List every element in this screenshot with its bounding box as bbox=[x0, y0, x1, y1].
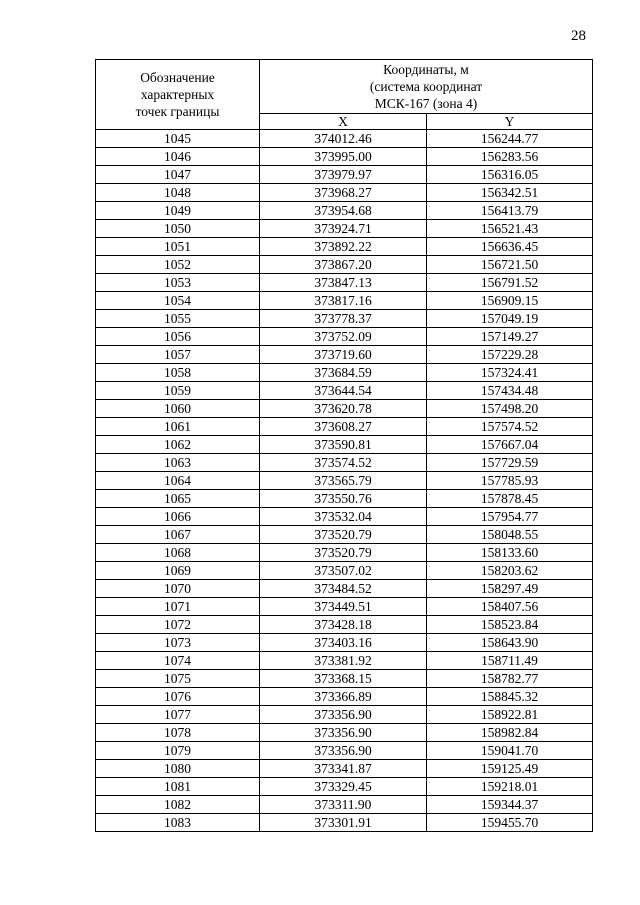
y-coordinate-cell: 159125.49 bbox=[427, 760, 593, 778]
x-coordinate-cell: 373484.52 bbox=[260, 580, 427, 598]
point-cell: 1046 bbox=[96, 148, 260, 166]
point-cell: 1068 bbox=[96, 544, 260, 562]
x-coordinate-cell: 373368.15 bbox=[260, 670, 427, 688]
point-cell: 1076 bbox=[96, 688, 260, 706]
point-cell: 1048 bbox=[96, 184, 260, 202]
point-cell: 1081 bbox=[96, 778, 260, 796]
point-cell: 1062 bbox=[96, 436, 260, 454]
table-row bbox=[96, 706, 593, 724]
y-coordinate-cell: 158782.77 bbox=[427, 670, 593, 688]
table-row bbox=[96, 634, 593, 652]
x-coordinate-cell: 373356.90 bbox=[260, 742, 427, 760]
x-coordinate-cell: 373684.59 bbox=[260, 364, 427, 382]
x-coordinate-cell: 373968.27 bbox=[260, 184, 427, 202]
x-coordinate-cell: 373817.16 bbox=[260, 292, 427, 310]
x-coordinate-cell: 373341.87 bbox=[260, 760, 427, 778]
table-row bbox=[96, 274, 593, 292]
y-coordinate-cell: 156283.56 bbox=[427, 148, 593, 166]
y-column-header: Y bbox=[427, 114, 593, 130]
table-row bbox=[96, 166, 593, 184]
point-cell: 1083 bbox=[96, 814, 260, 832]
point-cell: 1050 bbox=[96, 220, 260, 238]
point-cell: 1078 bbox=[96, 724, 260, 742]
x-coordinate-cell: 373507.02 bbox=[260, 562, 427, 580]
y-coordinate-cell: 158133.60 bbox=[427, 544, 593, 562]
point-header-line: Обозначение bbox=[140, 70, 215, 85]
point-cell: 1063 bbox=[96, 454, 260, 472]
table-row bbox=[96, 472, 593, 490]
y-coordinate-cell: 156909.15 bbox=[427, 292, 593, 310]
table-row bbox=[96, 742, 593, 760]
y-coordinate-cell: 157149.27 bbox=[427, 328, 593, 346]
point-cell: 1051 bbox=[96, 238, 260, 256]
table-row bbox=[96, 184, 593, 202]
point-cell: 1052 bbox=[96, 256, 260, 274]
table-header bbox=[96, 60, 593, 130]
table-row bbox=[96, 220, 593, 238]
x-coordinate-cell: 373550.76 bbox=[260, 490, 427, 508]
table-row bbox=[96, 256, 593, 274]
point-cell: 1073 bbox=[96, 634, 260, 652]
y-coordinate-cell: 157954.77 bbox=[427, 508, 593, 526]
x-coordinate-cell: 373954.68 bbox=[260, 202, 427, 220]
table-row bbox=[96, 688, 593, 706]
table-row bbox=[96, 508, 593, 526]
point-cell: 1077 bbox=[96, 706, 260, 724]
table-row bbox=[96, 454, 593, 472]
point-cell: 1054 bbox=[96, 292, 260, 310]
y-coordinate-cell: 157049.19 bbox=[427, 310, 593, 328]
table-row bbox=[96, 580, 593, 598]
table-row bbox=[96, 616, 593, 634]
y-coordinate-cell: 158643.90 bbox=[427, 634, 593, 652]
point-cell: 1069 bbox=[96, 562, 260, 580]
x-coordinate-cell: 374012.46 bbox=[260, 130, 427, 148]
x-coordinate-cell: 373752.09 bbox=[260, 328, 427, 346]
point-cell: 1059 bbox=[96, 382, 260, 400]
x-column-header: X bbox=[260, 114, 427, 130]
point-cell: 1067 bbox=[96, 526, 260, 544]
table-row bbox=[96, 490, 593, 508]
point-cell: 1060 bbox=[96, 400, 260, 418]
y-coordinate-cell: 158845.32 bbox=[427, 688, 593, 706]
table-row bbox=[96, 418, 593, 436]
y-coordinate-cell: 157878.45 bbox=[427, 490, 593, 508]
y-coordinate-cell: 156244.77 bbox=[427, 130, 593, 148]
x-coordinate-cell: 373608.27 bbox=[260, 418, 427, 436]
table-row bbox=[96, 346, 593, 364]
y-coordinate-cell: 159455.70 bbox=[427, 814, 593, 832]
point-cell: 1074 bbox=[96, 652, 260, 670]
y-coordinate-cell: 156316.05 bbox=[427, 166, 593, 184]
x-coordinate-cell: 373565.79 bbox=[260, 472, 427, 490]
table-row bbox=[96, 310, 593, 328]
x-coordinate-cell: 373778.37 bbox=[260, 310, 427, 328]
y-coordinate-cell: 156791.52 bbox=[427, 274, 593, 292]
table-row bbox=[96, 130, 593, 148]
y-coordinate-cell: 156342.51 bbox=[427, 184, 593, 202]
y-coordinate-cell: 156721.50 bbox=[427, 256, 593, 274]
x-coordinate-cell: 373847.13 bbox=[260, 274, 427, 292]
point-column-header bbox=[96, 60, 260, 130]
y-coordinate-cell: 156521.43 bbox=[427, 220, 593, 238]
point-cell: 1075 bbox=[96, 670, 260, 688]
x-coordinate-cell: 373449.51 bbox=[260, 598, 427, 616]
y-coordinate-cell: 159218.01 bbox=[427, 778, 593, 796]
y-coordinate-cell: 157498.20 bbox=[427, 400, 593, 418]
x-coordinate-cell: 373520.79 bbox=[260, 526, 427, 544]
table-row bbox=[96, 364, 593, 382]
y-coordinate-cell: 158982.84 bbox=[427, 724, 593, 742]
point-cell: 1047 bbox=[96, 166, 260, 184]
x-coordinate-cell: 373892.22 bbox=[260, 238, 427, 256]
point-cell: 1071 bbox=[96, 598, 260, 616]
point-cell: 1049 bbox=[96, 202, 260, 220]
y-coordinate-cell: 157324.41 bbox=[427, 364, 593, 382]
table-row bbox=[96, 238, 593, 256]
point-cell: 1061 bbox=[96, 418, 260, 436]
coordinates-column-header bbox=[260, 60, 593, 114]
table-body bbox=[96, 130, 593, 832]
x-coordinate-cell: 373403.16 bbox=[260, 634, 427, 652]
table-row bbox=[96, 544, 593, 562]
table-row bbox=[96, 796, 593, 814]
y-coordinate-cell: 158523.84 bbox=[427, 616, 593, 634]
y-coordinate-cell: 158922.81 bbox=[427, 706, 593, 724]
table-row bbox=[96, 562, 593, 580]
x-coordinate-cell: 373620.78 bbox=[260, 400, 427, 418]
point-cell: 1053 bbox=[96, 274, 260, 292]
point-header-line: точек границы bbox=[135, 104, 220, 119]
coords-header-line: (система координат bbox=[369, 79, 483, 94]
y-coordinate-cell: 159344.37 bbox=[427, 796, 593, 814]
x-coordinate-cell: 373924.71 bbox=[260, 220, 427, 238]
y-coordinate-cell: 156413.79 bbox=[427, 202, 593, 220]
y-coordinate-cell: 157574.52 bbox=[427, 418, 593, 436]
point-cell: 1070 bbox=[96, 580, 260, 598]
coords-header-line: Координаты, м bbox=[383, 62, 469, 77]
point-cell: 1056 bbox=[96, 328, 260, 346]
x-coordinate-cell: 373311.90 bbox=[260, 796, 427, 814]
table-row bbox=[96, 670, 593, 688]
y-coordinate-cell: 158297.49 bbox=[427, 580, 593, 598]
table-row bbox=[96, 526, 593, 544]
x-coordinate-cell: 373428.18 bbox=[260, 616, 427, 634]
y-coordinate-cell: 158203.62 bbox=[427, 562, 593, 580]
point-cell: 1080 bbox=[96, 760, 260, 778]
y-coordinate-cell: 158048.55 bbox=[427, 526, 593, 544]
coordinates-table bbox=[95, 59, 593, 832]
y-coordinate-cell: 157785.93 bbox=[427, 472, 593, 490]
table-row bbox=[96, 382, 593, 400]
coords-header-line: МСК-167 (зона 4) bbox=[374, 96, 478, 111]
x-coordinate-cell: 373381.92 bbox=[260, 652, 427, 670]
point-cell: 1055 bbox=[96, 310, 260, 328]
point-cell: 1079 bbox=[96, 742, 260, 760]
table-row bbox=[96, 598, 593, 616]
table-row bbox=[96, 760, 593, 778]
x-coordinate-cell: 373644.54 bbox=[260, 382, 427, 400]
x-coordinate-cell: 373301.91 bbox=[260, 814, 427, 832]
point-cell: 1066 bbox=[96, 508, 260, 526]
point-cell: 1064 bbox=[96, 472, 260, 490]
point-cell: 1072 bbox=[96, 616, 260, 634]
point-cell: 1057 bbox=[96, 346, 260, 364]
page-number: 28 bbox=[571, 28, 586, 44]
point-cell: 1058 bbox=[96, 364, 260, 382]
y-coordinate-cell: 158711.49 bbox=[427, 652, 593, 670]
y-coordinate-cell: 157667.04 bbox=[427, 436, 593, 454]
x-coordinate-cell: 373329.45 bbox=[260, 778, 427, 796]
x-coordinate-cell: 373366.89 bbox=[260, 688, 427, 706]
y-coordinate-cell: 157434.48 bbox=[427, 382, 593, 400]
x-coordinate-cell: 373532.04 bbox=[260, 508, 427, 526]
table-row bbox=[96, 724, 593, 742]
x-coordinate-cell: 373719.60 bbox=[260, 346, 427, 364]
y-coordinate-cell: 159041.70 bbox=[427, 742, 593, 760]
table-row bbox=[96, 814, 593, 832]
table-row bbox=[96, 400, 593, 418]
table-row bbox=[96, 202, 593, 220]
x-coordinate-cell: 373520.79 bbox=[260, 544, 427, 562]
table-row bbox=[96, 436, 593, 454]
point-cell: 1045 bbox=[96, 130, 260, 148]
x-coordinate-cell: 373867.20 bbox=[260, 256, 427, 274]
x-coordinate-cell: 373356.90 bbox=[260, 724, 427, 742]
point-cell: 1082 bbox=[96, 796, 260, 814]
y-coordinate-cell: 156636.45 bbox=[427, 238, 593, 256]
y-coordinate-cell: 158407.56 bbox=[427, 598, 593, 616]
table-row bbox=[96, 652, 593, 670]
table-row bbox=[96, 328, 593, 346]
table-row bbox=[96, 778, 593, 796]
x-coordinate-cell: 373574.52 bbox=[260, 454, 427, 472]
table-row bbox=[96, 292, 593, 310]
table-row bbox=[96, 148, 593, 166]
point-header-line: характерных bbox=[140, 87, 215, 102]
y-coordinate-cell: 157229.28 bbox=[427, 346, 593, 364]
x-coordinate-cell: 373356.90 bbox=[260, 706, 427, 724]
point-cell: 1065 bbox=[96, 490, 260, 508]
x-coordinate-cell: 373590.81 bbox=[260, 436, 427, 454]
x-coordinate-cell: 373995.00 bbox=[260, 148, 427, 166]
y-coordinate-cell: 157729.59 bbox=[427, 454, 593, 472]
x-coordinate-cell: 373979.97 bbox=[260, 166, 427, 184]
